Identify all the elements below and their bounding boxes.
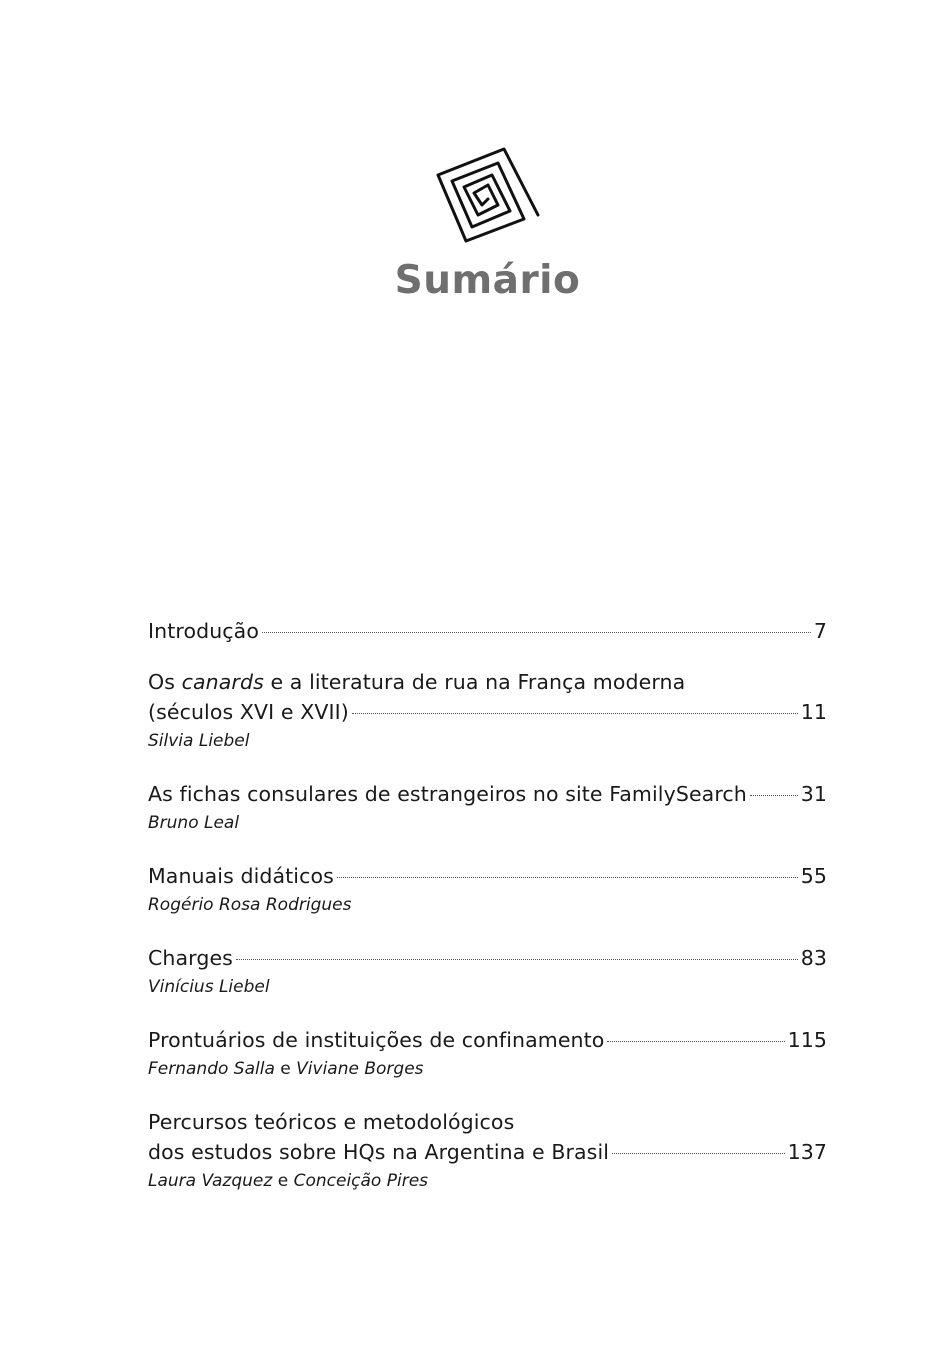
page-number: 55: [800, 864, 827, 888]
entry-title-line1: Os canards e a literatura de rua na França moderna: [148, 670, 686, 694]
author-name: Conceição Pires: [293, 1171, 429, 1191]
page-number: 137: [787, 1140, 827, 1164]
toc-entry[interactable]: [148, 943, 827, 1001]
page-number: 83: [800, 946, 827, 970]
entry-title-line2: (séculos XVI e XVII): [148, 700, 349, 724]
author-name: Viviane Borges: [296, 1059, 424, 1079]
entry-title-line2: dos estudos sobre HQs na Argentina e Brasil: [148, 1140, 610, 1164]
entry-author: Vinícius Liebel: [148, 977, 270, 997]
leader-dots: [337, 877, 798, 878]
author-name: Laura Vazquez: [148, 1171, 273, 1191]
toc-entry[interactable]: [148, 1107, 827, 1195]
author-conjunction: e: [280, 1059, 291, 1079]
entry-author: Bruno Leal: [148, 813, 240, 833]
leader-dots: [750, 795, 798, 796]
page-number: 115: [787, 1028, 827, 1052]
entry-title: Manuais didáticos: [148, 864, 334, 888]
toc-entry[interactable]: [148, 861, 827, 919]
toc-entry[interactable]: [148, 616, 827, 646]
leader-dots: [236, 959, 798, 960]
spiral-logo-icon: [430, 143, 542, 247]
toc-entry[interactable]: [148, 1025, 827, 1083]
entry-title: Introdução: [148, 619, 259, 643]
toc-entry[interactable]: [148, 779, 827, 837]
page-number: 31: [800, 782, 827, 806]
toc-entry[interactable]: [148, 667, 827, 755]
author-name: Fernando Salla: [148, 1059, 275, 1079]
leader-dots: [612, 1153, 785, 1154]
entry-author: Silvia Liebel: [148, 731, 250, 751]
leader-dots: [262, 632, 811, 633]
page-number: 11: [800, 700, 827, 724]
entry-authors: [148, 1167, 827, 1195]
page-number: 7: [813, 619, 827, 643]
entry-title: Charges: [148, 946, 233, 970]
entry-author: Rogério Rosa Rodrigues: [148, 895, 352, 915]
table-of-contents: [148, 616, 827, 1219]
entry-title: As fichas consulares de estrangeiros no site FamilySearch: [148, 782, 747, 806]
author-conjunction: e: [277, 1171, 289, 1191]
leader-dots: [607, 1041, 784, 1042]
entry-authors: [148, 1055, 827, 1083]
leader-dots: [352, 713, 798, 714]
page-title: Sumário: [394, 258, 581, 303]
entry-title-line1: Percursos teóricos e metodológicos: [148, 1110, 515, 1134]
entry-title: Prontuários de instituições de confinamento: [148, 1028, 605, 1052]
